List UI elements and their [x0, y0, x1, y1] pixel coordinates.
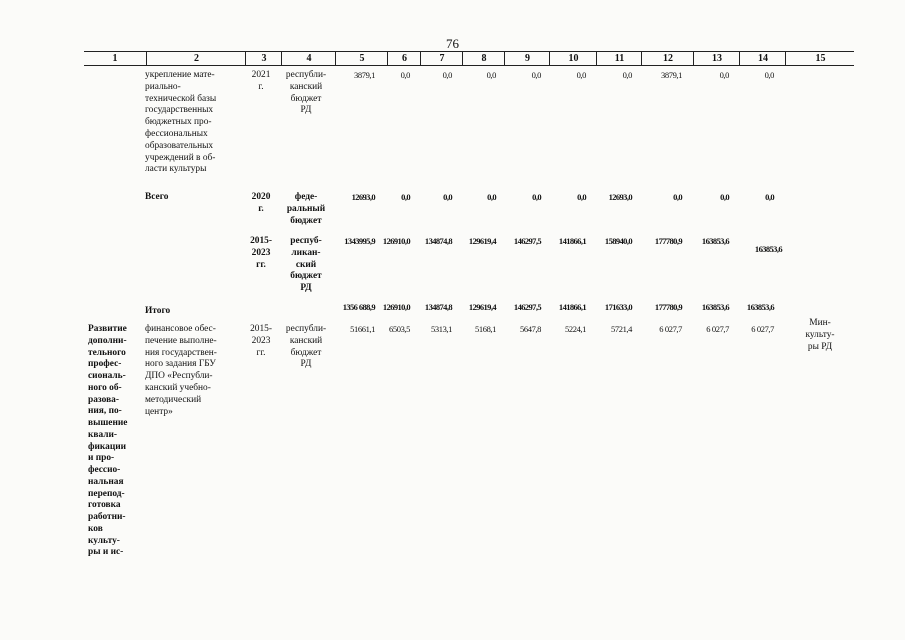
row5-goal: Развитие дополни- тельного профес- сиональ- ного об- разова- ния, по- вышение квали- фикации и про- фессио- нальная перепод- готовка работни- ков культу- ры и ис-: [88, 324, 128, 558]
r3-value-col6: 126910,0: [382, 236, 410, 246]
r5-value-col14: 6 027,7: [751, 324, 774, 334]
r2-value-col5: 12693,0: [351, 192, 375, 202]
row5-description: финансовое обес- печение выполне- ния государствен- ного задания ГБУ ДПО «Республи- канский учебно- методический центр»: [145, 324, 217, 417]
r3-value-col9: 146297,5: [513, 236, 541, 246]
header-col-9: 9: [504, 52, 550, 65]
header-col-10: 10: [549, 52, 597, 65]
r1-value-col8: 0,0: [486, 70, 496, 80]
r4-value-col14: 163853,6: [746, 302, 774, 312]
r3-value-col5: 1343995,9: [344, 236, 375, 246]
r4-value-col11: 171633,0: [604, 302, 632, 312]
header-col-7: 7: [420, 52, 463, 65]
r2-value-col6: 0,0: [401, 192, 410, 202]
r4-value-col7: 134874,8: [424, 302, 452, 312]
header-col-13: 13: [693, 52, 740, 65]
r3-value-col13: 163853,6: [701, 236, 729, 246]
r2-value-col12: 0,0: [673, 192, 682, 202]
header-col-4: 4: [281, 52, 336, 65]
row5-source: республи- канский бюджет РД: [285, 324, 327, 370]
r1-value-col12: 3879,1: [661, 70, 682, 80]
r1-value-col5: 3879,1: [354, 70, 375, 80]
header-col-3: 3: [245, 52, 282, 65]
r2-value-col8: 0,0: [487, 192, 496, 202]
row5-executor: Мин- культу- ры РД: [805, 318, 835, 352]
header-col-11: 11: [596, 52, 642, 65]
r3-value-col12: 177780,9: [654, 236, 682, 246]
r4-value-col9: 146297,5: [513, 302, 541, 312]
row1-year: 2021 г.: [251, 70, 271, 92]
r5-value-col11: 5721,4: [611, 324, 632, 334]
r1-value-col14: 0,0: [764, 70, 774, 80]
r1-value-col11: 0,0: [622, 70, 632, 80]
page-number: 76: [446, 36, 459, 51]
header-col-12: 12: [641, 52, 694, 65]
header-col-1: 1: [112, 53, 118, 64]
row2-year: 2020 г.: [251, 192, 271, 214]
r1-value-col13: 0,0: [719, 70, 729, 80]
header-col-14: 14: [739, 52, 786, 65]
r3-value-col14: 163853,6: [754, 244, 782, 254]
row3-year: 2015- 2023 гг.: [250, 236, 272, 270]
r5-value-col7: 5313,1: [431, 324, 452, 334]
row4-description: Итого: [145, 306, 171, 316]
r4-value-col5: 1356 688,9: [342, 302, 375, 312]
r2-value-col10: 0,0: [577, 192, 586, 202]
r5-value-col5: 51661,1: [350, 324, 375, 334]
r5-value-col12: 6 027,7: [659, 324, 682, 334]
row1-description: укрепление мате- риально- технической базы государственных бюджетных про- фессиональных образовательных учреждений в об- ласти культуры: [145, 70, 217, 175]
header-col-2: 2: [146, 52, 246, 65]
header-col-6: 6: [387, 52, 421, 65]
r5-value-col10: 5224,1: [565, 324, 586, 334]
r2-value-col11: 12693,0: [608, 192, 632, 202]
header-col-15: 15: [785, 52, 855, 65]
row1-source: республи- канский бюджет РД: [285, 70, 327, 116]
row3-source: респуб- ликан- ский бюджет РД: [290, 236, 322, 294]
r2-value-col14: 0,0: [765, 192, 774, 202]
r1-value-col9: 0,0: [531, 70, 541, 80]
row5-year: 2015- 2023 гг.: [250, 324, 272, 358]
header-col-8: 8: [462, 52, 505, 65]
r3-value-col7: 134874,8: [424, 236, 452, 246]
r4-value-col12: 177780,9: [654, 302, 682, 312]
row2-source: феде- ральный бюджет: [286, 192, 326, 226]
r3-value-col8: 129619,4: [468, 236, 496, 246]
r4-value-col10: 141866,1: [558, 302, 586, 312]
r5-value-col9: 5647,8: [520, 324, 541, 334]
r5-value-col6: 6503,5: [389, 324, 410, 334]
row2-description: Всего: [145, 192, 169, 202]
table-header: [84, 51, 854, 66]
r4-value-col8: 129619,4: [468, 302, 496, 312]
r5-value-col8: 5168,1: [475, 324, 496, 334]
r5-value-col13: 6 027,7: [706, 324, 729, 334]
r1-value-col7: 0,0: [442, 70, 452, 80]
header-col-5: 5: [335, 52, 388, 65]
r1-value-col6: 0,0: [400, 70, 410, 80]
r4-value-col13: 163853,6: [701, 302, 729, 312]
r2-value-col7: 0,0: [443, 192, 452, 202]
r2-value-col13: 0,0: [720, 192, 729, 202]
r2-value-col9: 0,0: [532, 192, 541, 202]
r3-value-col11: 158940,0: [604, 236, 632, 246]
r4-value-col6: 126910,0: [382, 302, 410, 312]
r3-value-col10: 141866,1: [558, 236, 586, 246]
r1-value-col10: 0,0: [576, 70, 586, 80]
